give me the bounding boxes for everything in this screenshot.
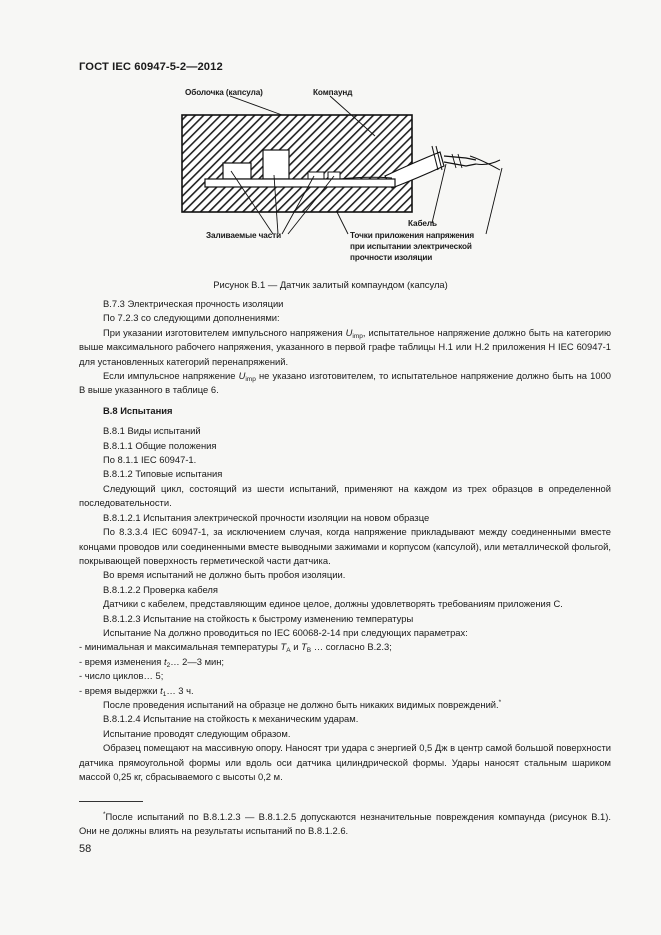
figure-sensor-diagram [170, 80, 510, 270]
paragraph: Образец помещают на массивную опору. Наносят три удара с энергией 0,5 Дж в центр самой большой поверхности датчика прямоугольной формы или вдоль оси датчика цилиндрической формы. Удары наносят стальным шариком массой 0,25 кг, сбрасываемого с высоты 0,2 м. [79, 742, 611, 782]
label-potted-parts: Заливаемые части [206, 231, 282, 240]
capsule-body [182, 115, 412, 212]
component-block [223, 163, 251, 179]
section-heading-b73: В.7.3 Электрическая прочность изоляции [103, 298, 284, 309]
label-voltage-points-line2: при испытании электрической [350, 242, 472, 251]
figure-caption: Рисунок В.1 — Датчик залитый компаундом (капсула) [213, 279, 448, 290]
subsection-heading: В.8.1.2.2 Проверка кабеля [103, 583, 218, 595]
paragraph: Испытание проводят следующим образом. [103, 727, 291, 739]
document-header: ГОСТ IEC 60947-5-2—2012 [79, 61, 223, 73]
label-voltage-points-line3: прочности изоляции [350, 253, 433, 262]
label-shell: Оболочка (капсула) [185, 88, 263, 97]
paragraph: По 8.3.3.4 IEC 60947-1, за исключением случая, когда напряжение прикладывают между соединенными вместе концами проводов или соединенными вместе выводными зажимами и корпусом (капсулой), или металлической фольгой, покрывающей поверхность герметической части датчика. [79, 526, 611, 566]
list-item: - время изменения $t_2\dots$ 2—3 мин; [79, 655, 225, 669]
subsection-heading: В.8.1.2.1 Испытания электрической прочности изоляции на новом образце [103, 511, 430, 523]
component-block [263, 150, 289, 179]
list-item: - минимальная и максимальная температуры $T_A$ и $T_B$ … согласно В.2.3; [79, 641, 392, 655]
subsection-heading: В.8.1.1 Общие положения [103, 439, 217, 451]
paragraph: Испытание Na должно проводиться по IEC 60068-2-14 при следующих параметрах: [103, 626, 468, 638]
list-item: - время выдержки $t_1\dots$ 3 ч. [79, 684, 194, 698]
footnote-marker[interactable]: * [498, 698, 502, 706]
circuit-board [205, 179, 395, 187]
subsection-heading: В.8.1.2.3 Испытание на стойкость к быстрому изменению температуры [103, 612, 414, 624]
footnote: *После испытаний по В.8.1.2.3 — В.8.1.2.5 допускаются незначительные повреждения компаунда (рисунок В.1). Они не должны влиять на результаты испытаний по В.8.1.2.6. [79, 811, 611, 836]
paragraph: Во время испытаний не должно быть пробоя изоляции. [103, 569, 346, 581]
paragraph: Если импульсное напряжение $U_{imp}$ не указано изготовителем, то испытательное напряжение должно быть на 1000 В выше указанного в таблице 6. [79, 370, 611, 396]
footnote-divider [79, 801, 143, 802]
paragraph: По 8.1.1 IEC 60947-1. [103, 454, 197, 466]
paragraph: Следующий цикл, состоящий из шести испытаний, применяют на каждом из трех образцов в определенной последовательности. [79, 482, 611, 509]
component-block [308, 172, 324, 179]
label-compound: Компаунд [313, 88, 353, 97]
document-body [79, 297, 611, 784]
subsection-heading: В.8.1.2.4 Испытание на стойкость к механическим ударам. [103, 713, 359, 725]
page-number: 58 [79, 843, 92, 855]
component-block [328, 172, 340, 179]
paragraph: При указании изготовителем импульсного напряжения $U_{imp}$, испытательное напряжение должно быть на категорию выше максимального рабочего напряжения, указанного в первой графе таблицы Н.1 или Н.2 приложения Н IEC 60947-1 для установленных категорий перенапряжений. [79, 326, 611, 367]
paragraph: После проведения испытаний на образце не должно быть никаких видимых повреждений.* [103, 698, 502, 710]
label-voltage-points-line1: Точки приложения напряжения [350, 231, 475, 240]
section-heading-b8: В.8 Испытания [103, 404, 173, 416]
label-cable: Кабель [408, 219, 437, 228]
subsection-heading: В.8.1 Виды испытаний [103, 425, 201, 437]
paragraph: Датчики с кабелем, представляющим единое целое, должны удовлетворять требованиям приложения С. [103, 598, 563, 610]
list-item: - число циклов… 5; [79, 670, 164, 682]
subsection-heading: В.8.1.2 Типовые испытания [103, 468, 223, 480]
paragraph: По 7.2.3 со следующими дополнениями: [103, 312, 280, 324]
